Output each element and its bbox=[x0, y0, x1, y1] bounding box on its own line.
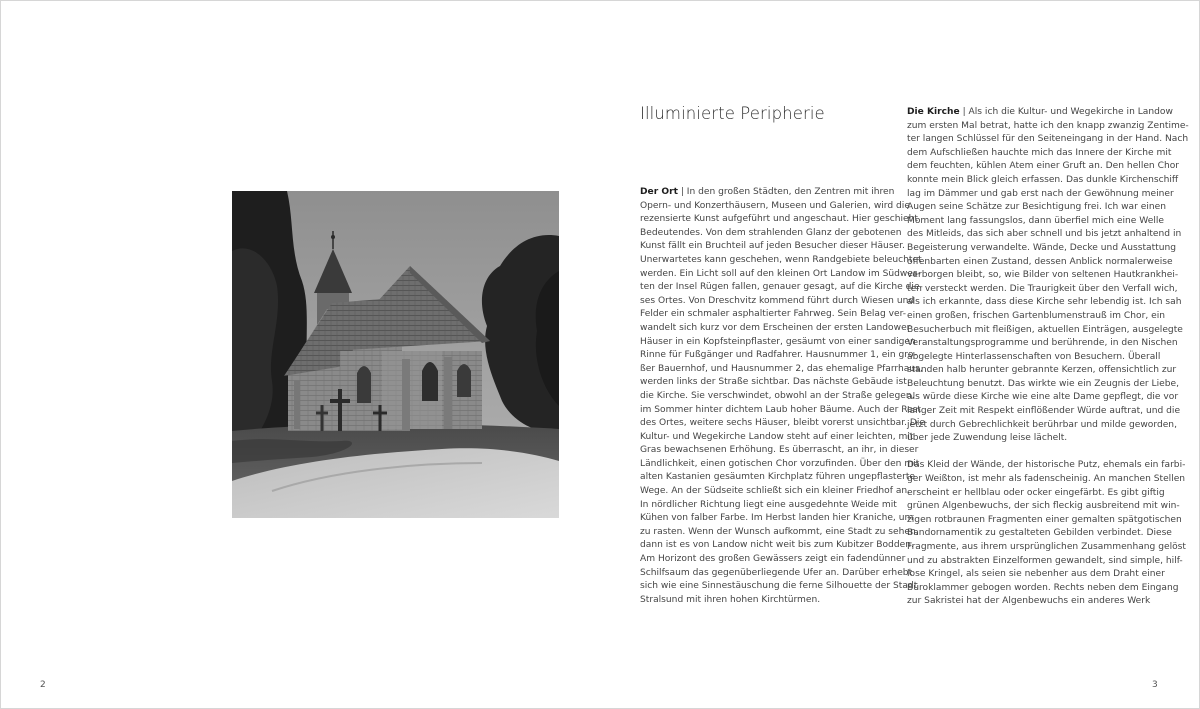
text-line: sich wie eine Sinnestäuschung die ferne Silhouette der Stadt bbox=[640, 581, 918, 592]
text-line: In nördlicher Richtung liegt eine ausgedehnte Weide mit bbox=[640, 499, 897, 510]
text-line: werden links der Straße sichtbar. Das nächste Gebäude ist bbox=[640, 377, 907, 388]
text-line: zigen rotbraunen Fragmenten einer gemalten spätgotischen bbox=[907, 514, 1182, 525]
text-line: des Ortes, weitere sechs Häuser, bleibt vorerst unsichtbar. Die bbox=[640, 418, 926, 429]
text-line: wandelt sich kurz vor dem Erscheinen der ersten Landower bbox=[640, 322, 911, 333]
text-line: Schilfsaum das gegenüberliegende Ufer an. Darüber erhebt bbox=[640, 567, 913, 578]
text-line: Am Horizont des großen Gewässers zeigt ein fadendünner bbox=[640, 554, 906, 565]
text-line: Moment lang fassungslos, dann überfiel mich eine Welle bbox=[907, 215, 1164, 226]
church-photo bbox=[232, 191, 559, 518]
text-line: einen großen, frischen Gartenblumenstrauß im Chor, ein bbox=[907, 310, 1166, 321]
text-line: Gras bewachsenen Erhöhung. Es überrascht, an ihr, in dieser bbox=[640, 445, 919, 456]
text-line: Büroklammer gebogen worden. Rechts neben dem Eingang bbox=[907, 582, 1179, 593]
text-line: zu rasten. Wenn der Wunsch aufkommt, eine Stadt zu sehen, bbox=[640, 526, 919, 537]
section-heading: Der Ort bbox=[640, 187, 678, 197]
text-line: Veranstaltungsprogramme und berührende, in den Nischen bbox=[907, 338, 1178, 349]
text-line: ßer Bauernhof, und Hausnummer 2, das ehemalige Pfarrhaus, bbox=[640, 363, 923, 374]
text-line: Stralsund mit ihren hohen Kirchtürmen. bbox=[640, 594, 821, 605]
paragraph-gap bbox=[907, 446, 1162, 460]
text-line: langer Zeit mit Respekt einflößender Würde auftrat, und die bbox=[907, 406, 1181, 417]
text-line: offenbarten einen Zustand, dessen Anblick normalerweise bbox=[907, 256, 1173, 267]
text-line: Kunst fällt ein Bruchteil auf jeden Besucher dieser Häuser. bbox=[640, 241, 905, 252]
text-line: Bedeutendes. Von dem strahlenden Glanz der gebotenen bbox=[640, 227, 902, 238]
page-number-left: 2 bbox=[40, 680, 46, 690]
text-line: werden. Ein Licht soll auf den kleinen Ort Landow im Südwes- bbox=[640, 268, 921, 279]
text-line: zur Sakristei hat der Algenbewuchs ein anderes Werk bbox=[907, 596, 1151, 607]
text-line: Felder ein schmaler asphaltierter Fahrweg. Sein Belag ver- bbox=[640, 309, 907, 320]
text-line: standen halb herunter gebrannte Kerzen, offensichtlich zur bbox=[907, 365, 1177, 376]
text-line: Augen seine Schätze zur Besichtigung frei. Ich war einen bbox=[907, 202, 1166, 213]
page-number-right: 3 bbox=[1152, 680, 1158, 690]
text-line: Fragmente, aus ihrem ursprünglichen Zusammenhang gelöst bbox=[907, 542, 1186, 552]
text-line: ten der Insel Rügen fallen, genauer gesagt, auf die Kirche die- bbox=[640, 282, 923, 293]
text-line: als ich erkannte, dass diese Kirche sehr lebendig ist. Ich sah bbox=[907, 297, 1182, 308]
text-line: Ländlichkeit, einen gotischen Chor vorzufinden. Über den mit bbox=[640, 458, 920, 469]
text-line: die Kirche. Sie verschwindet, obwohl an der Straße gelegen, bbox=[640, 390, 915, 401]
text-line: als würde diese Kirche wie eine alte Dame gepflegt, die vor bbox=[907, 392, 1179, 403]
text-line bbox=[907, 106, 1173, 120]
text-line: und zu abstrakten Einzelformen gewandelt, sind simple, hilf- bbox=[907, 555, 1183, 566]
text-line: alten Kastanien gesäumten Kirchplatz führen ungepflasterte bbox=[640, 472, 915, 483]
text-line: des Mitleids, das sich aber schnell und bis jetzt anhaltend in bbox=[907, 229, 1182, 240]
text-line: Besucherbuch mit fleißigen, aktuellen Einträgen, ausgelegte bbox=[907, 324, 1183, 335]
text-line: konnte mein Blick gleich erfassen. Das dunkle Kirchenschiff bbox=[907, 174, 1179, 185]
text-line-content: Als ich die Kultur- und Wegekirche in Landow bbox=[968, 107, 1173, 117]
text-line: Rinne für Fußgänger und Radfahrer. Hausnummer 1, ein gro- bbox=[640, 350, 917, 361]
text-line: Unerwartetes kann geschehen, wenn Randgebiete beleuchtet bbox=[640, 254, 922, 265]
text-line-content: In den großen Städten, den Zentren mit ihren bbox=[686, 187, 895, 197]
page-title: Illuminierte Peripherie bbox=[640, 104, 825, 123]
text-line: verborgen bleibt, so, wie Bilder von seltenen Hautkrankhei- bbox=[907, 270, 1179, 281]
text-line: dann ist es von Landow nicht weit bis zum Kubitzer Bodden. bbox=[640, 540, 914, 551]
text-line: Beleuchtung benutzt. Das wirkte wie ein Zeugnis der Liebe, bbox=[907, 378, 1179, 389]
text-line: zum ersten Mal betrat, hatte ich den knapp zwanzig Zentime- bbox=[907, 120, 1189, 131]
text-line: lose Kringel, als seien sie nebenher aus dem Draht einer bbox=[907, 569, 1165, 580]
text-line: im Sommer hinter dichtem Laub hoher Bäume. Auch der Rest bbox=[640, 404, 922, 415]
church-photo-icon bbox=[232, 191, 559, 518]
column-die-kirche bbox=[907, 106, 1189, 609]
text-line: ter langen Schlüssel für den Seiteneingang in der Hand. Nach bbox=[907, 134, 1189, 145]
text-line: lag im Dämmer und gab erst nach der Gewöhnung meiner bbox=[907, 188, 1174, 199]
text-line: ses Ortes. Von Dreschvitz kommend führt durch Wiesen und bbox=[640, 295, 915, 306]
text-line: Bandornamentik zu gestalteten Gebilden verbindet. Diese bbox=[907, 528, 1172, 539]
text-line: rezensierte Kunst aufgeführt und angeschaut. Hier geschieht bbox=[640, 214, 918, 225]
text-line: erscheint er hellblau oder ocker eingefärbt. Es gibt giftig bbox=[907, 487, 1165, 498]
text-line: abgelegte Hinterlassenschaften von Besuchern. Überall bbox=[907, 351, 1161, 362]
text-line: Opern- und Konzerthäusern, Museen und Galerien, wird die bbox=[640, 200, 910, 211]
text-line: grünen Algenbewuchs, der sich fleckig ausbreitend mit win- bbox=[907, 501, 1180, 512]
text-line: über jede Zuwendung leise lächelt. bbox=[907, 433, 1068, 444]
text-line: ger Weißton, ist mehr als fadenscheinig. An manchen Stellen bbox=[907, 474, 1186, 485]
text-line: dem feuchten, kühlen Atem einer Gruft an. Den hellen Chor bbox=[907, 161, 1180, 172]
heading-separator: | bbox=[677, 187, 687, 197]
heading-separator: | bbox=[959, 107, 969, 117]
text-line: dem Aufschließen hauchte mich das Innere der Kirche mit bbox=[907, 147, 1172, 158]
section-heading: Die Kirche bbox=[907, 107, 960, 117]
text-line bbox=[640, 186, 895, 200]
column-der-ort bbox=[640, 186, 926, 607]
text-line: Kühen von falber Farbe. Im Herbst landen hier Kraniche, um bbox=[640, 513, 914, 524]
text-line: ten versteckt werden. Die Traurigkeit über den Verfall wich, bbox=[907, 283, 1178, 294]
text-line: jetzt durch Gebrechlichkeit berührbar und milde geworden, bbox=[907, 419, 1177, 430]
text-line: Begeisterung verwandelte. Wände, Decke und Ausstattung bbox=[907, 242, 1177, 253]
text-line: Wege. An der Südseite schließt sich ein kleiner Friedhof an. bbox=[640, 486, 911, 497]
text-line: Das Kleid der Wände, der historische Putz, ehemals ein farbi- bbox=[907, 460, 1186, 471]
text-line: Kultur- und Wegekirche Landow steht auf einer leichten, mit bbox=[640, 431, 914, 442]
text-line: Häuser in ein Kopfsteinpflaster, gesäumt von einer sandigen bbox=[640, 336, 916, 347]
